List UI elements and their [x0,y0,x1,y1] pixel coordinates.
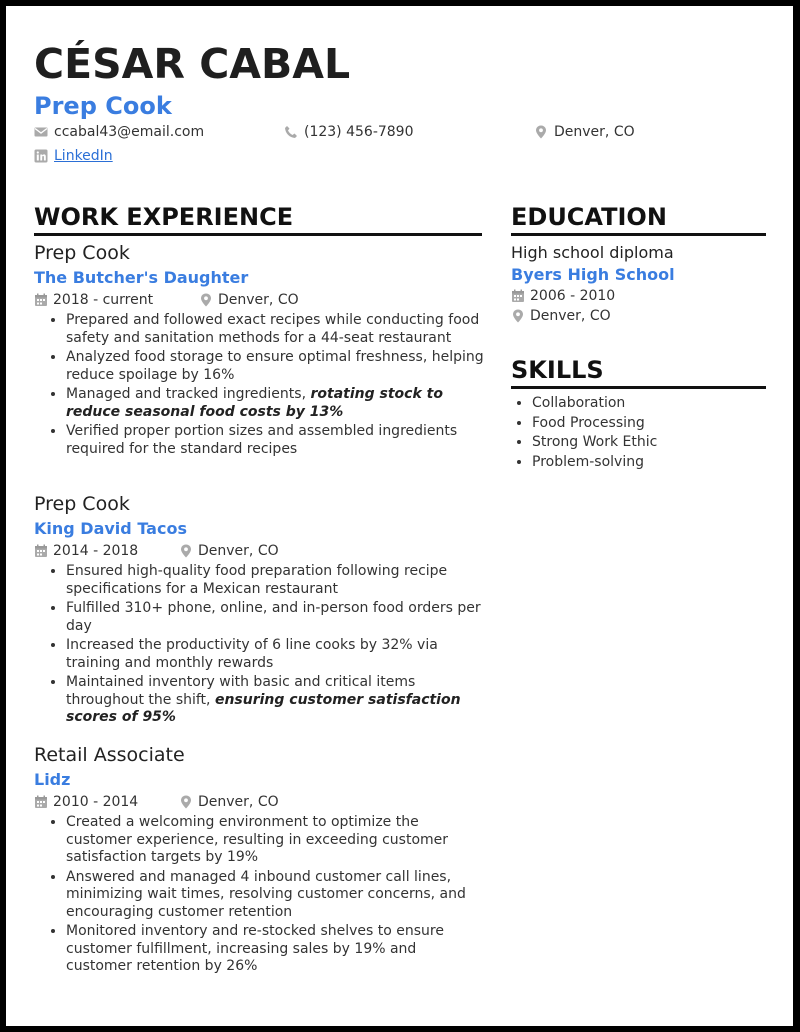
skill-item: • Problem-solving [532,453,771,473]
contact-email [34,124,204,140]
linkedin-link[interactable]: LinkedIn [54,148,113,164]
job-date [34,794,179,810]
job-title: Prep Cook [34,242,130,264]
map-pin-icon [511,309,525,323]
job-location [199,292,299,308]
list-item: • Ensured high-quality food preparation following recipe specifications for a Mexican restaurant [66,563,484,598]
job-date [34,292,199,308]
skills-list [511,394,771,472]
education-date-text: 2006 - 2010 [530,288,616,304]
job-meta [34,792,484,812]
skill-item: • Strong Work Ethic [532,433,771,453]
map-pin-icon [179,795,193,809]
job-company: Lidz [34,770,71,789]
job-location [179,794,279,810]
education-location-text: Denver, CO [530,308,611,324]
linkedin-icon [34,149,48,163]
job-bullets [34,312,484,458]
job-date-text: 2014 - 2018 [53,543,139,559]
map-pin-icon [199,293,213,307]
candidate-title: Prep Cook [34,92,172,120]
education-heading: EDUCATION [511,203,667,231]
list-item: • Fulfilled 310+ phone, online, and in-person food orders per day [66,600,484,635]
location-text: Denver, CO [554,124,635,140]
calendar-icon [34,795,48,809]
job-date-text: 2010 - 2014 [53,794,139,810]
education-date [511,286,771,306]
job-date-text: 2018 - current [53,292,154,308]
list-item: • Created a welcoming environment to optimize the customer experience, resulting in exceeding customer satisfaction targets by 19% [66,814,484,867]
skills-rule [511,386,766,389]
job-location-text: Denver, CO [198,794,279,810]
work-experience-rule [34,233,482,236]
list-item: • Monitored inventory and re-stocked shelves to ensure customer fulfillment, increasing sales by 19% and customer retention by 26% [66,923,484,976]
resume-page [6,6,793,1026]
job-bullets [34,814,484,976]
phone-icon [284,125,298,139]
contact-linkedin [34,148,113,164]
education-location [511,306,771,326]
list-item: • Analyzed food storage to ensure optimal freshness, helping reduce spoilage by 16% [66,349,484,384]
candidate-name: CÉSAR CABAL [34,40,351,88]
job-title: Prep Cook [34,493,130,515]
calendar-icon [511,289,525,303]
job-entry [34,241,484,460]
job-bullets [34,563,484,727]
job-title: Retail Associate [34,744,185,766]
list-item: • Managed and tracked ingredients, rotating stock to reduce seasonal food costs by 13% [66,386,484,421]
skill-item: • Collaboration [532,394,771,414]
calendar-icon [34,544,48,558]
education-rule [511,233,766,236]
job-location [179,543,279,559]
job-entry [34,743,484,978]
job-meta [34,290,484,310]
job-company: King David Tacos [34,519,187,538]
list-item: • Verified proper portion sizes and assembled ingredients required for the standard recipes [66,423,484,458]
skills-heading: SKILLS [511,356,604,384]
calendar-icon [34,293,48,307]
contact-location [534,124,635,140]
list-item: • Increased the productivity of 6 line cooks by 32% via training and monthly rewards [66,637,484,672]
work-experience-heading: WORK EXPERIENCE [34,203,294,231]
education-entry [511,242,771,326]
skill-item: • Food Processing [532,414,771,434]
map-pin-icon [179,544,193,558]
list-item: • Prepared and followed exact recipes while conducting food safety and sanitation methods for a 44-seat restaurant [66,312,484,347]
job-company: The Butcher's Daughter [34,268,249,287]
job-entry [34,492,484,729]
education-degree: High school diploma [511,243,674,262]
email-text: ccabal43@email.com [54,124,205,140]
phone-text: (123) 456-7890 [304,124,414,140]
job-date [34,543,179,559]
list-item: • Answered and managed 4 inbound customer call lines, minimizing wait times, resolving customer concerns, and encouraging customer retention [66,869,484,922]
envelope-icon [34,125,48,139]
job-meta [34,541,484,561]
contact-phone [284,124,414,140]
education-school: Byers High School [511,265,675,284]
job-location-text: Denver, CO [218,292,299,308]
job-location-text: Denver, CO [198,543,279,559]
map-pin-icon [534,125,548,139]
list-item: • Maintained inventory with basic and critical items throughout the shift, ensuring customer satisfaction scores of 95% [66,674,484,727]
